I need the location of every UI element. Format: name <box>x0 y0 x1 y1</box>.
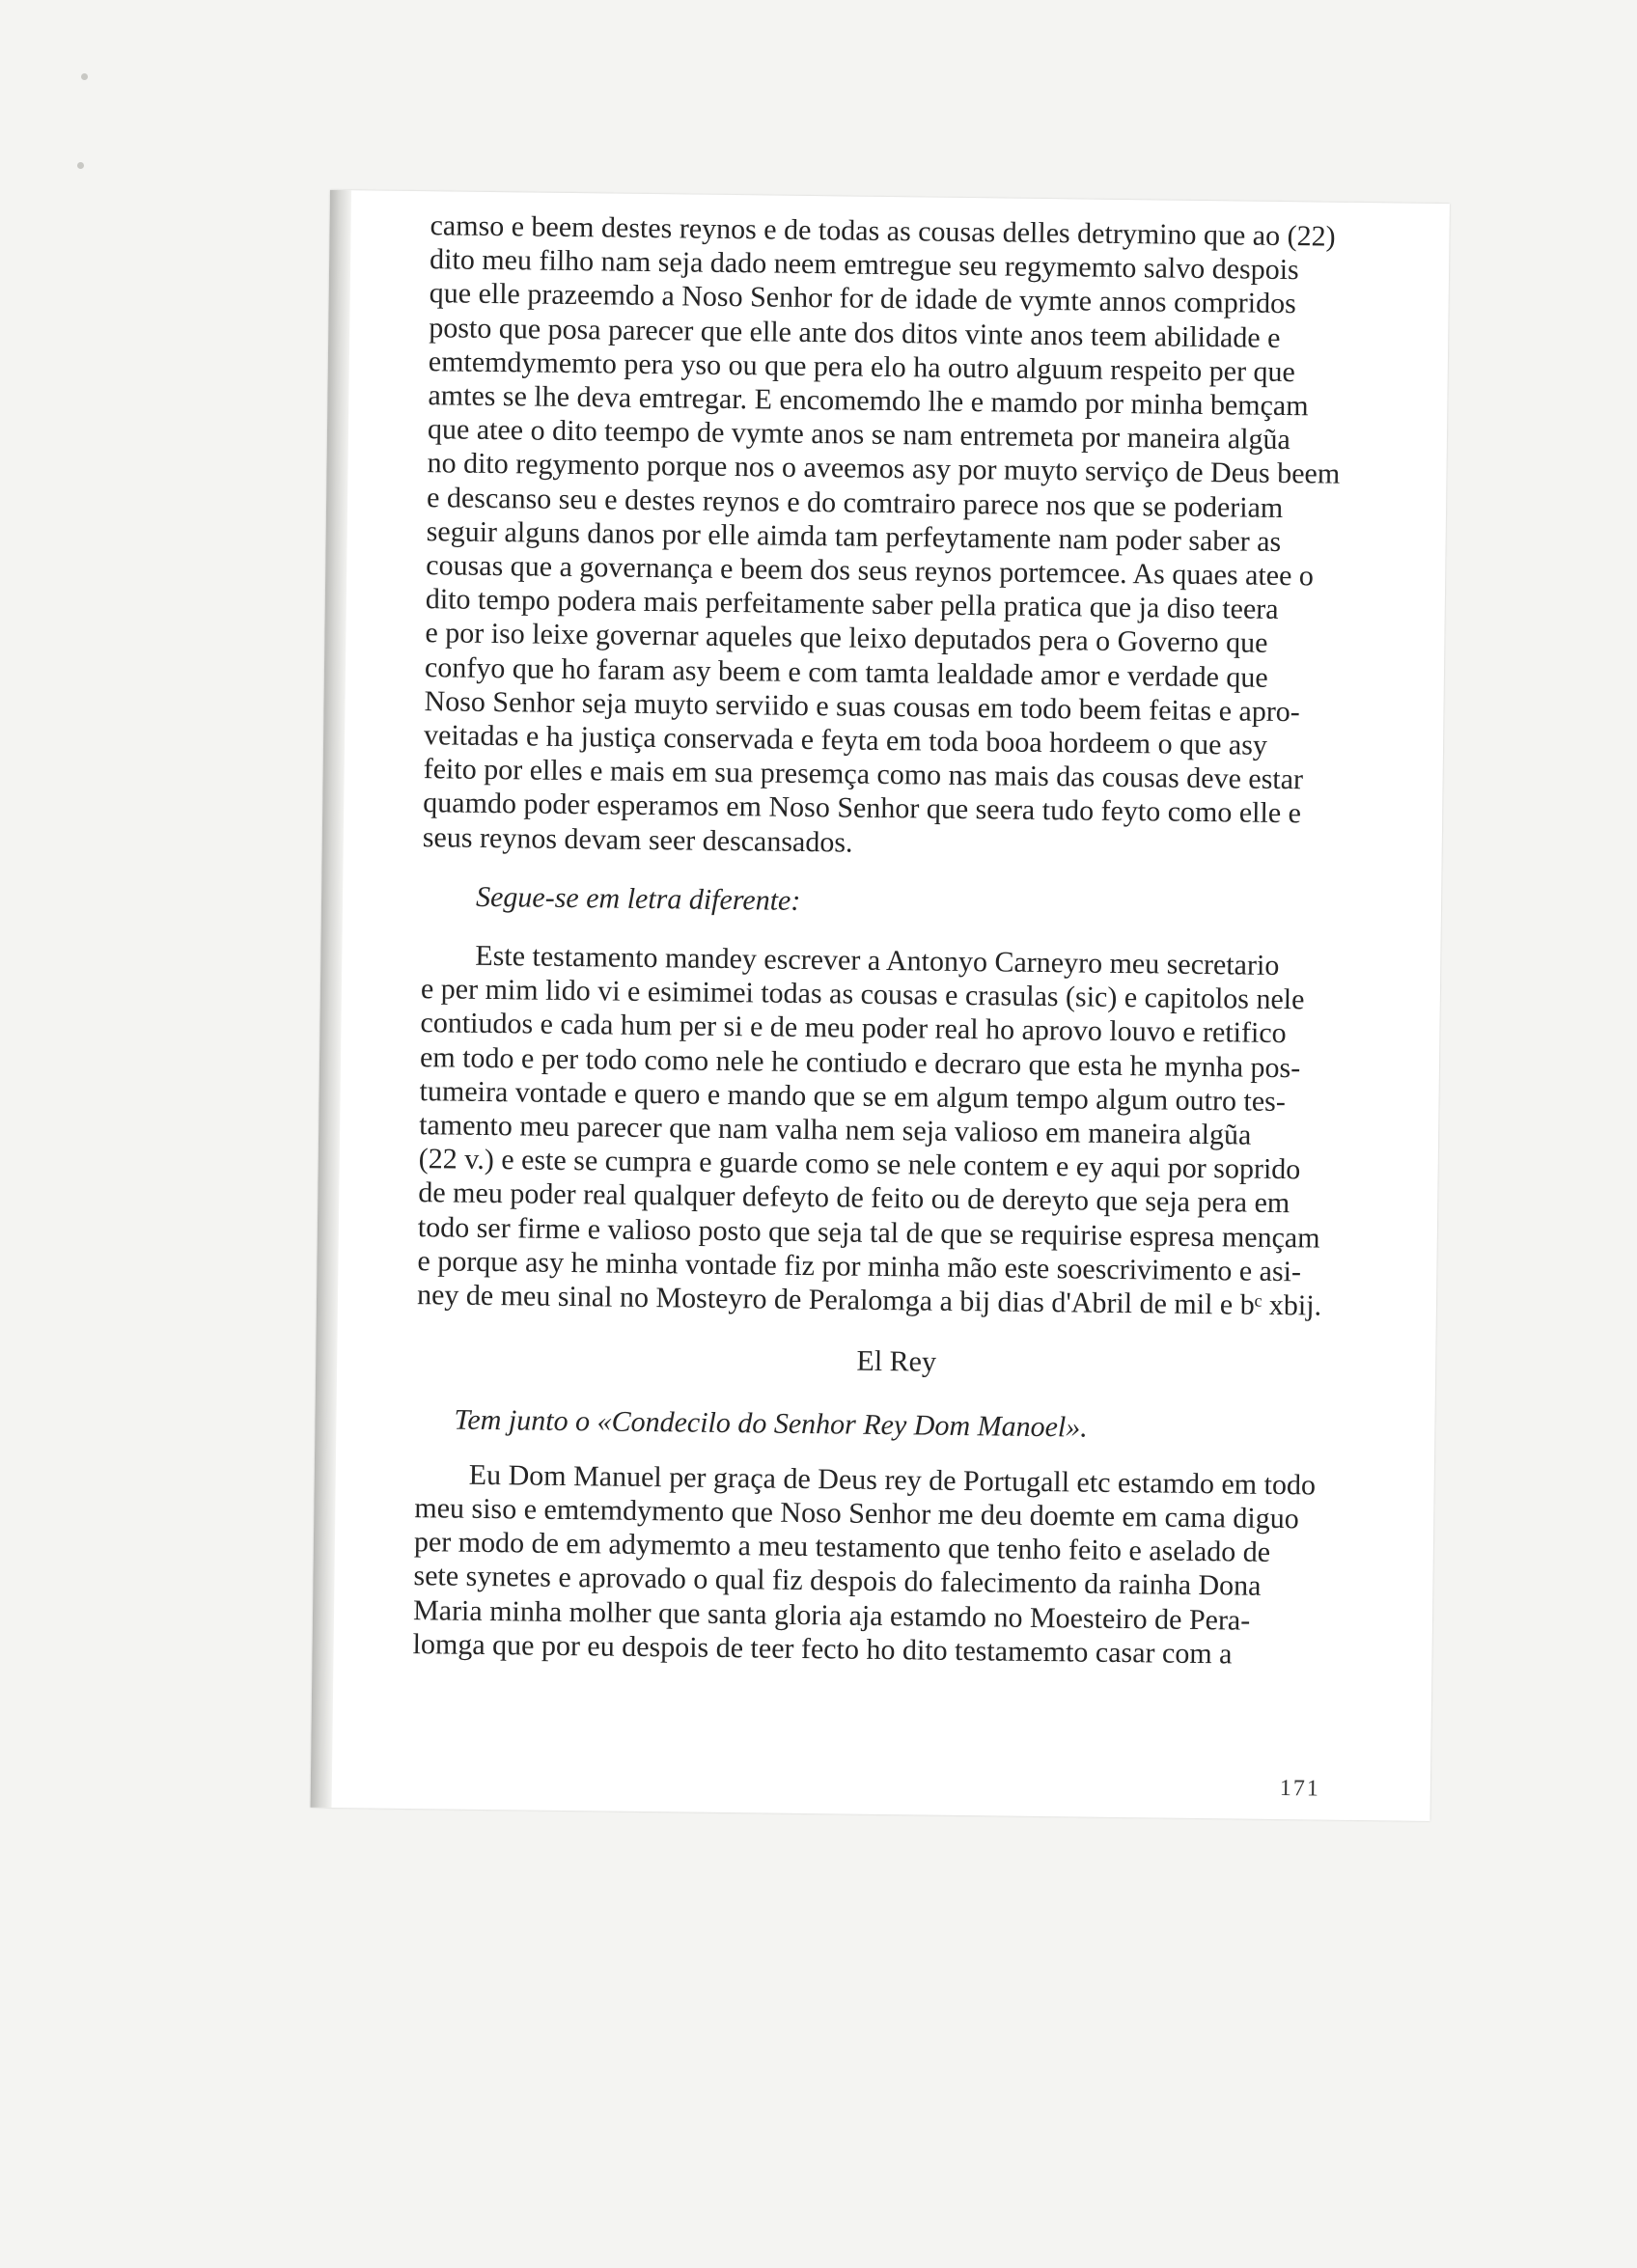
text-line: e porque asy he minha vontade fiz por minha mão este soescrivimento e asi- <box>417 1244 1302 1288</box>
paragraph-2 <box>417 938 1382 1323</box>
section-heading-condecilo: Tem junto o «Condecilo do Senhor Rey Dom Manoel». <box>454 1403 1088 1444</box>
paragraph-3 <box>412 1457 1375 1673</box>
text-line: tamento meu parecer que nam valha nem seja valioso em maneira algũa <box>419 1109 1252 1151</box>
text-line: emtemdymemto pera yso ou que pera elo ha outro alguum respeito per que <box>428 345 1296 388</box>
text-line: veitadas e ha justiça conservada e feyta em toda booa hordeem o que asy <box>423 719 1268 761</box>
text-line: (22 v.) e este se cumpra e guarde como se nele contem e ey aqui por soprido <box>418 1143 1301 1186</box>
text-line: seguir alguns danos por elle aimda tam perfeytamente nam poder saber as <box>426 514 1282 558</box>
text-line: dito meu filho nam seja dado neem emtregue seu regymemto salvo despois <box>429 243 1299 287</box>
text-line: que atee o dito teempo de vymte anos se nam entremeta por maneira algũa <box>427 413 1290 456</box>
text-line: meu siso e emtemdymento que Noso Senhor me deu doemte em cama diguo <box>414 1491 1299 1535</box>
text-line: amtes se lhe deva emtregar. E encomemdo lhe e mamdo por minha bemçam <box>428 379 1309 423</box>
text-line: de meu poder real qualquer defeyto de feito ou de dereyto que seja pera em <box>418 1176 1290 1220</box>
scan-speck <box>77 162 84 169</box>
text-line: cousas que a governança e beem dos seus reynos portemcee. As quaes atee o <box>426 549 1315 593</box>
document-text <box>412 208 1390 1673</box>
text-line: Maria minha molher que santa gloria aja estamdo no Moesteiro de Pera- <box>412 1593 1251 1637</box>
section-heading: Segue-se em letra diferente: <box>475 880 801 917</box>
document-page <box>311 190 1450 1821</box>
signature-el-rey: El Rey <box>856 1344 937 1378</box>
text-line: seus reynos devam seer descansados. <box>422 820 853 859</box>
text-line: Este testamento mandey escrever a Antonyo Carneyro meu secretario <box>475 939 1280 982</box>
text-line: per modo de em adymemto a meu testamento que tenho feito e aselado de <box>413 1526 1271 1569</box>
text-line: no dito regymento porque nos o aveemos asy por muyto serviço de Deus beem <box>427 447 1341 491</box>
text-line: tumeira vontade e quero e mando que se em algum tempo algum outro tes- <box>419 1074 1287 1118</box>
scan-speck <box>81 73 88 80</box>
text-line: lomga que por eu despois de teer fecto ho dito testamemto casar com a <box>412 1627 1233 1671</box>
text-line: quamdo poder esperamos em Noso Senhor que seera tudo feyto como elle e <box>423 787 1302 830</box>
text-line: em todo e per todo como nele he contiudo e decraro que esta he mynha pos- <box>419 1040 1301 1084</box>
text-line: posto que posa parecer que elle ante dos ditos vinte anos teem abilidade e <box>429 311 1281 354</box>
text-line: Noso Senhor seja muyto serviido e suas cousas em todo beem feitas e apro- <box>424 684 1300 729</box>
text-line: e descanso seu e destes reynos e do comtrairo parece nos que se poderiam <box>426 481 1284 524</box>
text-line: sete synetes e aprovado o qual fiz despois do falecimento da rainha Dona <box>413 1560 1262 1603</box>
text-line: feito por elles e mais em sua presemça como nas mais das cousas deve estar <box>423 753 1304 796</box>
paragraph-1 <box>423 208 1391 866</box>
text-line: todo ser firme e valioso posto que seja tal de que se requirise espresa mençam <box>417 1210 1320 1255</box>
page-number: 171 <box>1279 1776 1321 1802</box>
text-line: contiudos e cada hum per si e de meu poder real ho aprovo louvo e retifico <box>420 1007 1287 1050</box>
text-line: confyo que ho faram asy beem e com tamta lealdade amor e verdade que <box>424 650 1268 694</box>
text-line: Eu Dom Manuel per graça de Deus rey de Portugall etc estamdo em todo <box>468 1458 1317 1502</box>
page-edge-shadow <box>311 190 351 1808</box>
text-line: que elle prazeemdo a Noso Senhor for de idade de vymte annos compridos <box>429 277 1296 320</box>
text-line: e por iso leixe governar aqueles que leixo deputados pera o Governo que <box>425 617 1268 660</box>
text-line: ney de meu sinal no Mosteyro de Peralomga a bij dias d'Abril de mil e bᶜ xbij. <box>416 1279 1322 1322</box>
text-line: dito tempo podera mais perfeitamente saber pella pratica que ja diso teera <box>425 583 1279 626</box>
text-line: e per mim lido vi e esimimei todas as cousas e crasulas (sic) e capitolos nele <box>420 973 1305 1016</box>
text-line: camso e beem destes reynos e de todas as cousas delles detrymino que ao (22) <box>430 209 1336 253</box>
